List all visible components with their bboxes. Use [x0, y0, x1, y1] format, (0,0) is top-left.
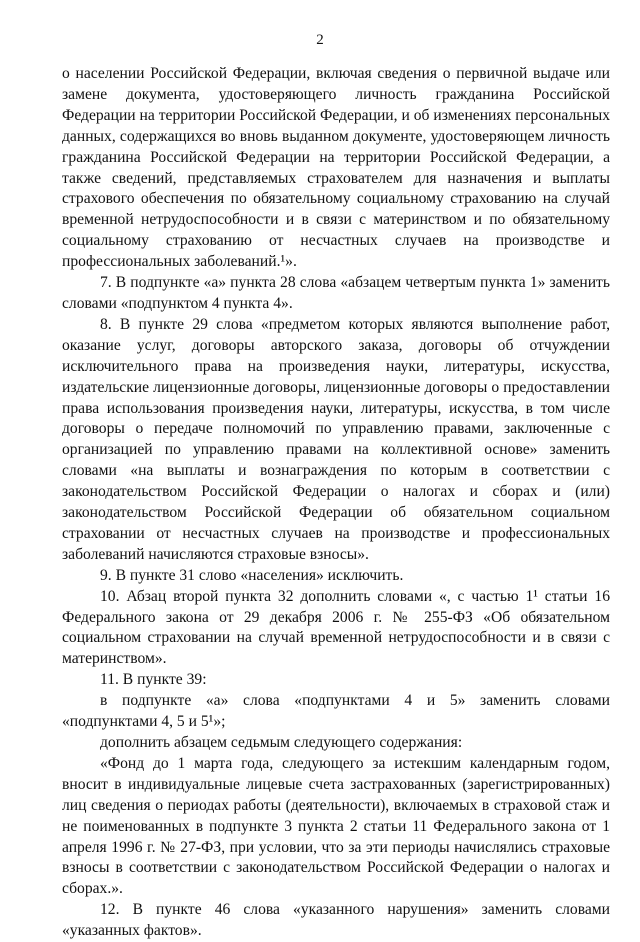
paragraph-item-9: 9. В пункте 31 слово «населения» исключить. — [100, 566, 404, 584]
paragraph-item-7: 7. В подпункте «а» пункта 28 слова «абзацем четвертым пункта 1» заменить словами «подпунктом 4 пункта 4». — [62, 274, 610, 312]
paragraph-item-8: 8. В пункте 29 слова «предметом которых являются выполнение работ, оказание услуг, договоры авторского заказа, договоры об отчуждении исключительного права на произведения науки, литературы, искусства, издательские лицензионные договоры, лицензионные договоры о предоставлении права использования произведения науки, литературы, искусства, в том числе договоры о передаче полномочий по управлению правами, заключенные с организацией по управлению правами на коллективной основе» заменить словами «на выплаты и вознаграждения по которым в соответствии с законодательством Российской Федерации о налогах и сборах и (или) законодательством Российской Федерации об обязательном социальном страховании от несчастных случаев на производстве и профессиональных заболеваний начисляются страховые взносы». — [62, 315, 610, 563]
page-number: 2 — [316, 32, 324, 48]
paragraph-item-11-quote: «Фонд до 1 марта года, следующего за истекшим календарным годом, вносит в индивидуальные лицевые счета застрахованных (зарегистрированных) лиц сведения о периодах работы (деятельности), включаемых в страховой стаж и не поименованных в подпункте 3 пункта 2 статьи 11 Федерального закона от 1 апреля 1996 г. № 27-ФЗ, при условии, что за эти периоды начислялись страховые взносы в соответствии с законодательством Российской Федерации о налогах и сборах.». — [62, 754, 610, 898]
document-body — [62, 64, 610, 942]
paragraph-item-11: 11. В пункте 39: — [100, 671, 207, 689]
paragraph-item-11-add: дополнить абзацем седьмым следующего содержания: — [100, 734, 463, 751]
paragraph-item-12: 12. В пункте 46 слова «указанного нарушения» заменить словами «указанных фактов». — [62, 901, 610, 940]
paragraph-item-11-subpoint-a: в подпункте «а» слова «подпунктами 4 и 5» заменить словами «подпунктами 4, 5 и 5¹»; — [62, 692, 610, 731]
paragraph-continuation: о населении Российской Федерации, включая сведения о первичной выдаче или замене документа, удостоверяющего личность гражданина Российской Федерации на территории Российской Федерации, и об изменениях персональных данных, содержащихся во вновь выданном документе, удостоверяющем личность гражданина Российской Федерации на территории Российской Федерации, а также сведений, представляемых страхователем для назначения и выплаты страхового обеспечения по обязательному социальному страхованию на случай временной нетрудоспособности и в связи с материнством и по обязательному социальному страхованию от несчастных случаев на производстве и профессиональных заболеваний.¹». — [62, 65, 610, 271]
paragraph-item-10: 10. Абзац второй пункта 32 дополнить словами «, с частью 1¹ статьи 16 Федерального закона от 29 декабря 2006 г. № 255-ФЗ «Об обязательном социальном страховании на случай временной нетрудоспособности и в связи с материнством». — [62, 587, 610, 668]
